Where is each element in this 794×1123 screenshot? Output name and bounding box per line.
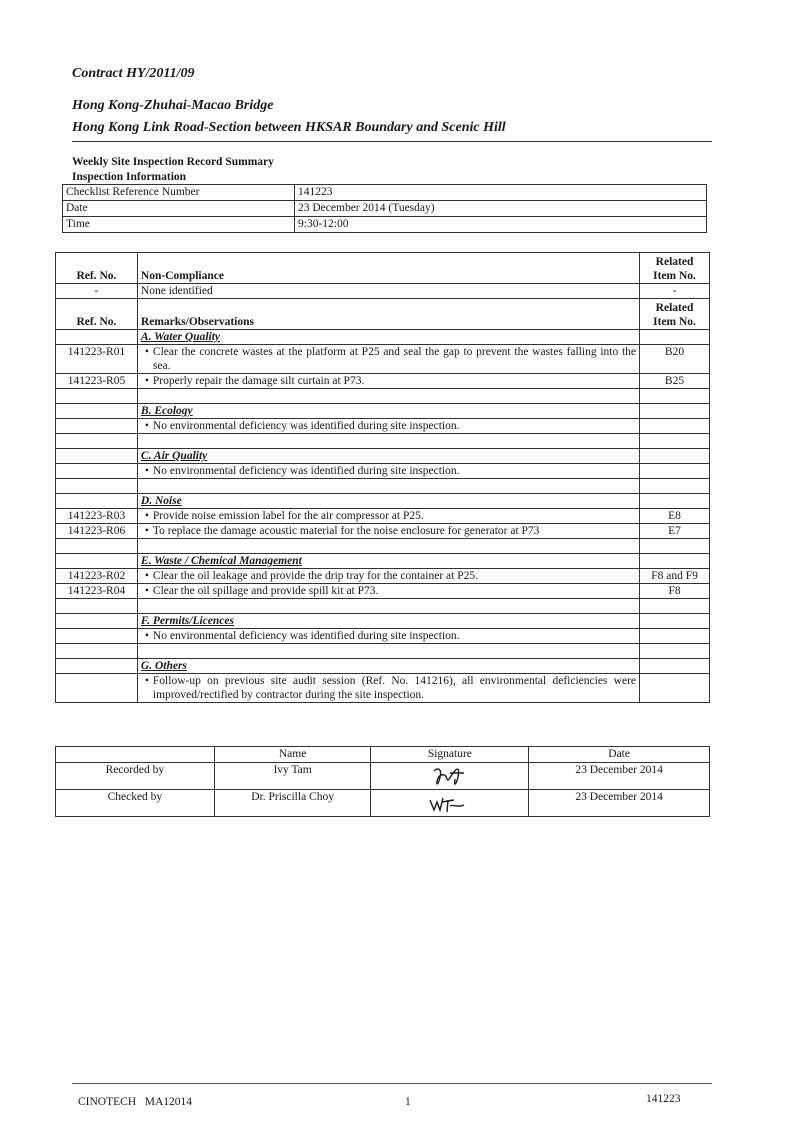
role-recorded-by: Recorded by: [56, 763, 215, 790]
table-row: [63, 185, 707, 201]
remark-r06: To replace the damage acoustic material for the noise enclosure for generator at P73: [152, 525, 540, 537]
table-row: [56, 763, 710, 790]
ref-r02: 141223-R02: [56, 569, 138, 584]
signoff-header-row: [56, 747, 710, 763]
footer-right: 141223: [646, 1093, 681, 1105]
table-row: [56, 374, 710, 389]
remarks-table: [55, 252, 710, 703]
category-noise: D. Noise: [137, 494, 639, 509]
ref-r03: 141223-R03: [56, 509, 138, 524]
category-row: [56, 330, 710, 345]
table-row: [63, 217, 707, 233]
table-row: [63, 201, 707, 217]
bullet-icon: •: [144, 346, 149, 358]
table-row: [56, 569, 710, 584]
table-row: [56, 674, 710, 703]
header-related-line1: Related: [655, 256, 694, 268]
bullet-icon: •: [144, 510, 149, 522]
bullet-icon: •: [144, 375, 149, 387]
checklist-ref-label: Checklist Reference Number: [63, 185, 295, 201]
related-r03: E8: [640, 509, 710, 524]
category-row: [56, 659, 710, 674]
blank-row: [56, 434, 710, 449]
ref-r04: 141223-R04: [56, 584, 138, 599]
noncompliance-ref: -: [56, 284, 138, 299]
category-ecology: B. Ecology: [137, 404, 639, 419]
table-row: [56, 629, 710, 644]
header-related-line2: Item No.: [653, 270, 696, 282]
table-row: [56, 524, 710, 539]
table-row: [56, 584, 710, 599]
header-noncompliance: Non-Compliance: [137, 253, 639, 284]
remark-r05: Properly repair the damage silt curtain at P73.: [152, 375, 365, 387]
footer-rule: [72, 1083, 712, 1084]
footer-left: CINOTECH MA12014: [78, 1096, 193, 1108]
checked-date: 23 December 2014: [529, 790, 710, 817]
remark-r02: Clear the oil leakage and provide the drip tray for the container at P25.: [152, 570, 478, 582]
role-checked-by: Checked by: [56, 790, 215, 817]
signature-mark: [420, 763, 480, 789]
bullet-icon: •: [144, 525, 149, 537]
blank-row: [56, 599, 710, 614]
related-r04: F8: [640, 584, 710, 599]
bullet-icon: •: [144, 675, 149, 687]
category-row: [56, 449, 710, 464]
remark-r01: Clear the concrete wastes at the platform at P25 and seal the gap to prevent the wastes falling into the sea.: [152, 346, 637, 372]
category-water-quality: A. Water Quality: [137, 330, 639, 345]
date-value: 23 December 2014 (Tuesday): [295, 201, 707, 217]
checker-signature: [371, 790, 529, 817]
signoff-table: [55, 746, 710, 817]
category-others: G. Others: [137, 659, 639, 674]
noncompliance-related: -: [640, 284, 710, 299]
category-air-quality: C. Air Quality: [137, 449, 639, 464]
page-number: 1: [405, 1096, 411, 1108]
remark-permits: No environmental deficiency was identified during site inspection.: [152, 630, 460, 642]
ref-r06: 141223-R06: [56, 524, 138, 539]
header-related-line2: Item No.: [653, 316, 696, 328]
recorder-name: Ivy Tam: [214, 763, 371, 790]
remark-others: Follow-up on previous site audit session (Ref. No. 141216), all environmental deficiencies were improved/rectified by contractor during the site inspection.: [152, 675, 637, 701]
ref-r05: 141223-R05: [56, 374, 138, 389]
header-related-line1: Related: [655, 302, 694, 314]
time-value: 9:30-12:00: [295, 217, 707, 233]
related-r01: B20: [640, 345, 710, 374]
category-row: [56, 614, 710, 629]
bullet-icon: •: [144, 585, 149, 597]
project-title: Hong Kong-Zhuhai-Macao Bridge: [72, 98, 274, 113]
table-row: [56, 509, 710, 524]
category-waste: E. Waste / Chemical Management: [137, 554, 639, 569]
remark-ecology: No environmental deficiency was identified during site inspection.: [152, 420, 460, 432]
blank-row: [56, 644, 710, 659]
blank-row: [56, 479, 710, 494]
header-ref-no: Ref. No.: [56, 253, 138, 284]
related-r02: F8 and F9: [640, 569, 710, 584]
table-row: [56, 790, 710, 817]
inspection-info-table: [62, 184, 707, 233]
table-row: [56, 284, 710, 299]
remark-r03: Provide noise emission label for the air compressor at P25.: [152, 510, 424, 522]
date-label: Date: [63, 201, 295, 217]
header-related-item: [640, 299, 710, 330]
bullet-icon: •: [144, 570, 149, 582]
signature-mark: [420, 790, 480, 816]
table-row: [56, 464, 710, 479]
table-row: [56, 419, 710, 434]
header-name: Name: [214, 747, 371, 763]
project-section: Hong Kong Link Road-Section between HKSAR Boundary and Scenic Hill: [72, 120, 506, 135]
header-rule: [72, 141, 712, 142]
table-row: [56, 345, 710, 374]
remarks-header-row: [56, 299, 710, 330]
header-ref-no: Ref. No.: [56, 299, 138, 330]
time-label: Time: [63, 217, 295, 233]
remark-r04: Clear the oil spillage and provide spill kit at P73.: [152, 585, 379, 597]
recorded-date: 23 December 2014: [529, 763, 710, 790]
summary-title: Weekly Site Inspection Record Summary: [72, 156, 274, 168]
category-permits: F. Permits/Licences: [137, 614, 639, 629]
header-signature: Signature: [371, 747, 529, 763]
noncompliance-desc: None identified: [137, 284, 639, 299]
bullet-icon: •: [144, 630, 149, 642]
header-remarks: Remarks/Observations: [137, 299, 639, 330]
checker-name: Dr. Priscilla Choy: [214, 790, 371, 817]
category-row: [56, 554, 710, 569]
blank-row: [56, 389, 710, 404]
remark-air: No environmental deficiency was identified during site inspection.: [152, 465, 460, 477]
inspection-info-title: Inspection Information: [72, 171, 187, 183]
header-date: Date: [529, 747, 710, 763]
noncompliance-header-row: [56, 253, 710, 284]
contract-number: Contract HY/2011/09: [72, 66, 195, 81]
checklist-ref-value: 141223: [295, 185, 707, 201]
related-r05: B25: [640, 374, 710, 389]
header-related-item: [640, 253, 710, 284]
bullet-icon: •: [144, 420, 149, 432]
related-r06: E7: [640, 524, 710, 539]
category-row: [56, 494, 710, 509]
blank-row: [56, 539, 710, 554]
ref-r01: 141223-R01: [56, 345, 138, 374]
category-row: [56, 404, 710, 419]
recorder-signature: [371, 763, 529, 790]
bullet-icon: •: [144, 465, 149, 477]
